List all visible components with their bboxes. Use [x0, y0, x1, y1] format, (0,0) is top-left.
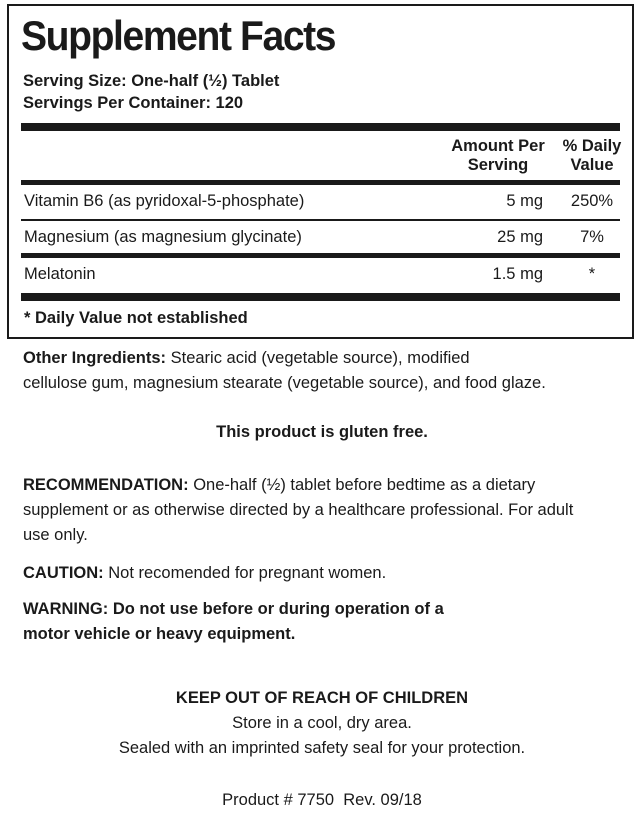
table-row-dv: *	[588, 265, 596, 283]
table-row-name: Melatonin	[24, 265, 96, 283]
table-row-dv: 250%	[570, 192, 614, 210]
header-dv-line: Value	[570, 156, 614, 174]
caution-label: CAUTION:	[23, 564, 104, 582]
recommendation-text: supplement or as otherwise directed by a healthcare professional. For adult	[23, 501, 574, 519]
divider-medium	[21, 180, 620, 185]
storage-text: Store in a cool, dry area.	[232, 714, 412, 732]
divider-thick	[21, 293, 620, 301]
header-amount	[429, 137, 567, 175]
recommendation	[23, 473, 623, 548]
divider-thin	[21, 219, 620, 221]
table-row-amount: 25 mg	[497, 228, 543, 246]
table-row-name: Vitamin B6 (as pyridoxal-5-phosphate)	[24, 192, 305, 210]
table-row-name: Magnesium (as magnesium glycinate)	[24, 228, 302, 246]
supplement-facts-panel	[7, 4, 634, 339]
header-dv-line: % Daily	[562, 137, 622, 155]
caution-text: Not recomended for pregnant women.	[108, 564, 387, 582]
recommendation-text: use only.	[23, 526, 88, 544]
product-number: Product # 7750 Rev. 09/18	[222, 791, 422, 809]
table-row-dv: 7%	[580, 228, 604, 246]
storage-instructions	[0, 686, 644, 761]
recommendation-text: One-half (½) tablet before bedtime as a dietary	[193, 476, 536, 494]
table-row-amount: 1.5 mg	[492, 265, 543, 283]
servings-per-container: Servings Per Container: 120	[23, 94, 244, 112]
header-daily-value	[555, 137, 629, 175]
other-ingredients	[23, 346, 623, 396]
panel-title: Supplement Facts	[21, 12, 336, 59]
warning	[23, 597, 623, 647]
storage-text: Sealed with an imprinted safety seal for your protection.	[118, 739, 526, 757]
other-ingredients-label: Other Ingredients:	[23, 349, 167, 367]
footnote: * Daily Value not established	[24, 309, 248, 327]
warning-text: motor vehicle or heavy equipment.	[23, 625, 296, 643]
warning-text: WARNING: Do not use before or during operation of a	[23, 600, 444, 618]
header-amount-line: Amount Per	[451, 137, 545, 155]
header-amount-line: Serving	[467, 156, 529, 174]
divider-medium	[21, 253, 620, 258]
serving-size: Serving Size: One-half (½) Tablet	[23, 72, 280, 90]
recommendation-label: RECOMMENDATION:	[23, 476, 189, 494]
other-ingredients-text: cellulose gum, magnesium stearate (vegetable source), and food glaze.	[23, 374, 546, 392]
gluten-free-statement: This product is gluten free.	[216, 423, 428, 441]
caution	[23, 561, 623, 586]
divider-thick	[21, 123, 620, 131]
keep-out-of-reach-heading: KEEP OUT OF REACH OF CHILDREN	[175, 689, 469, 707]
table-row-amount: 5 mg	[506, 192, 543, 210]
other-ingredients-text: Stearic acid (vegetable source), modified	[170, 349, 470, 367]
